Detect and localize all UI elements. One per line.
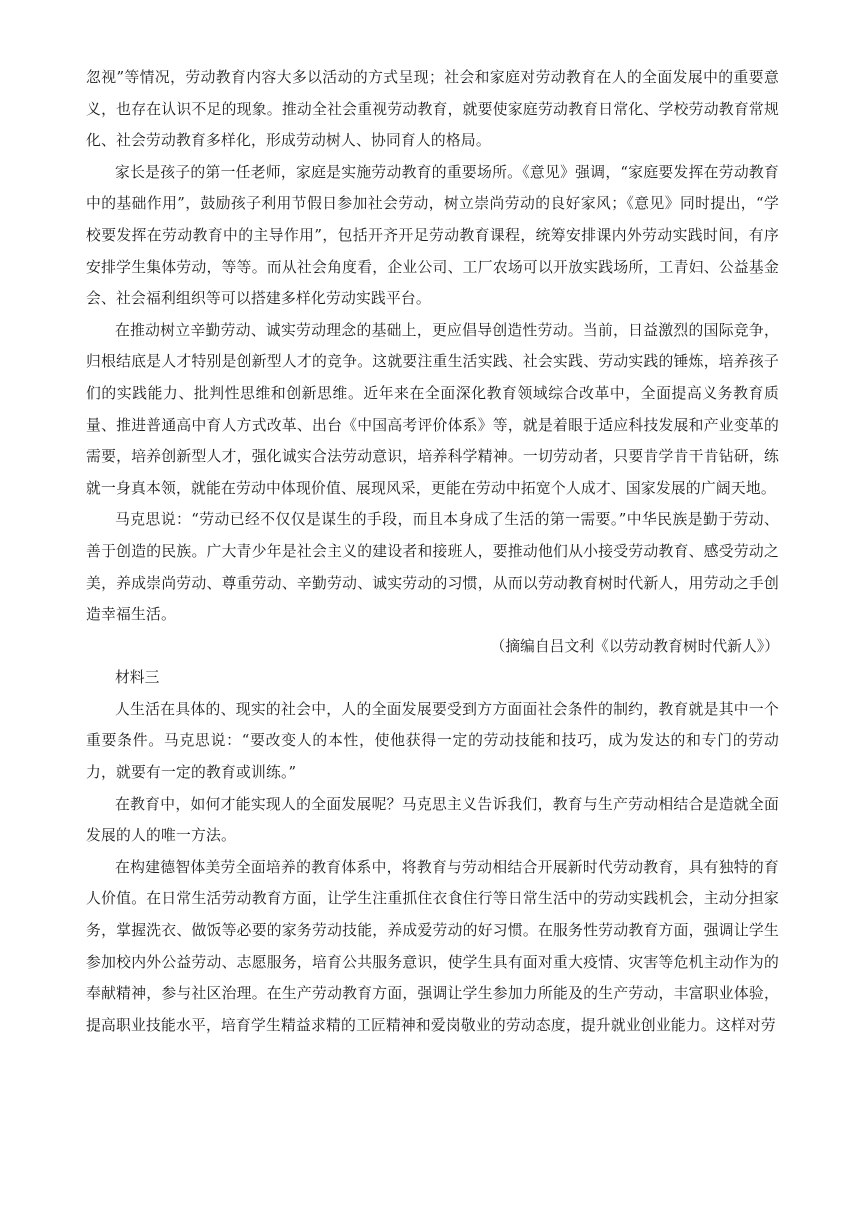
paragraph-education-method: 在教育中，如何才能实现人的全面发展呢？马克思主义告诉我们，教育与生产劳动相结合是造就全面发展的人的唯一方法。 <box>86 795 779 845</box>
paragraph-continuation: 忽视”等情况，劳动教育内容大多以活动的方式呈现；社会和家庭对劳动教育在人的全面发展中的重要意义，也存在认识不足的现象。推动全社会重视劳动教育，就要使家庭劳动教育日常化、学校劳动教育常规化、社会劳动教育多样化，形成劳动树人、协同育人的格局。 <box>86 69 779 150</box>
paragraph-education-system: 在构建德智体美劳全面培养的教育体系中，将教育与劳动相结合开展新时代劳动教育，具有独特的育人价值。在日常生活劳动教育方面，让学生注重抓住衣食住行等日常生活中的劳动实践机会，主动分担家务，掌握洗衣、做饭等必要的家务劳动技能，养成爱劳动的好习惯。在服务性劳动教育方面，强调让学生参加校内外公益劳动、志愿服务，培育公共服务意识，使学生具有面对重大疫情、灾害等危机主动作为的奉献精神，参与社区治理。在生产劳动教育方面，强调让学生参加力所能及的生产劳动，丰富职业体验，提高职业技能水平，培育学生精益求精的工匠精神和爱岗敬业的劳动态度，提升就业创业能力。这样对劳 <box>86 858 779 1034</box>
document-page <box>86 62 779 1041</box>
material-heading: 材料三 <box>115 669 160 687</box>
paragraph-creative-labor: 在推动树立辛勤劳动、诚实劳动理念的基础上，更应倡导创造性劳动。当前，日益激烈的国际竞争，归根结底是人才特别是创新型人才的竞争。这就要注重生活实践、社会实践、劳动实践的锤炼，培养孩子们的实践能力、批判性思维和创新思维。近年来在全面深化教育领域综合改革中，全面提高义务教育质量、推进普通高中育人方式改革、出台《中国高考评价体系》等，就是着眼于适应科技发展和产业变革的需要，培养创新型人才，强化诚实合法劳动意识，培养科学精神。一切劳动者，只要肯学肯干肯钻研，练就一身真本领，就能在劳动中体现价值、展现风采，更能在劳动中拓宽个人成才、国家发展的广阔天地。 <box>86 321 779 497</box>
paragraph-marx-quote: 马克思说：“劳动已经不仅仅是谋生的手段，而且本身成了生活的第一需要。”中华民族是勤于劳动、善于创造的民族。广大青少年是社会主义的建设者和接班人，要推动他们从小接受劳动教育、感受劳动之美，养成崇尚劳动、尊重劳动、辛勤劳动、诚实劳动的习惯，从而以劳动教育树时代新人，用劳动之手创造幸福生活。 <box>86 511 779 624</box>
paragraph-social-conditions: 人生活在具体的、现实的社会中，人的全面发展要受到方方面面社会条件的制约，教育就是其中一个重要条件。马克思说：“要改变人的本性，使他获得一定的劳动技能和技巧，成为发达的和专门的劳动力，就要有一定的教育或训练。” <box>86 700 779 782</box>
paragraph-family-school: 家长是孩子的第一任老师，家庭是实施劳动教育的重要场所。《意见》强调，“家庭要发挥在劳动教育中的基础作用”，鼓励孩子利用节假日参加社会劳动，树立崇尚劳动的良好家风；《意见》同时提出，“学校要发挥在劳动教育中的主导作用”，包括开齐开足劳动教育课程，统筹安排课内外劳动实践时间，有序安排学生集体劳动，等等。而从社会角度看，企业公司、工厂农场可以开放实践场所，工青妇、公益基金会、社会福利组织等可以搭建多样化劳动实践平台。 <box>86 163 779 308</box>
source-citation: （摘编自吕文利《以劳动教育树时代新人》） <box>490 637 779 655</box>
